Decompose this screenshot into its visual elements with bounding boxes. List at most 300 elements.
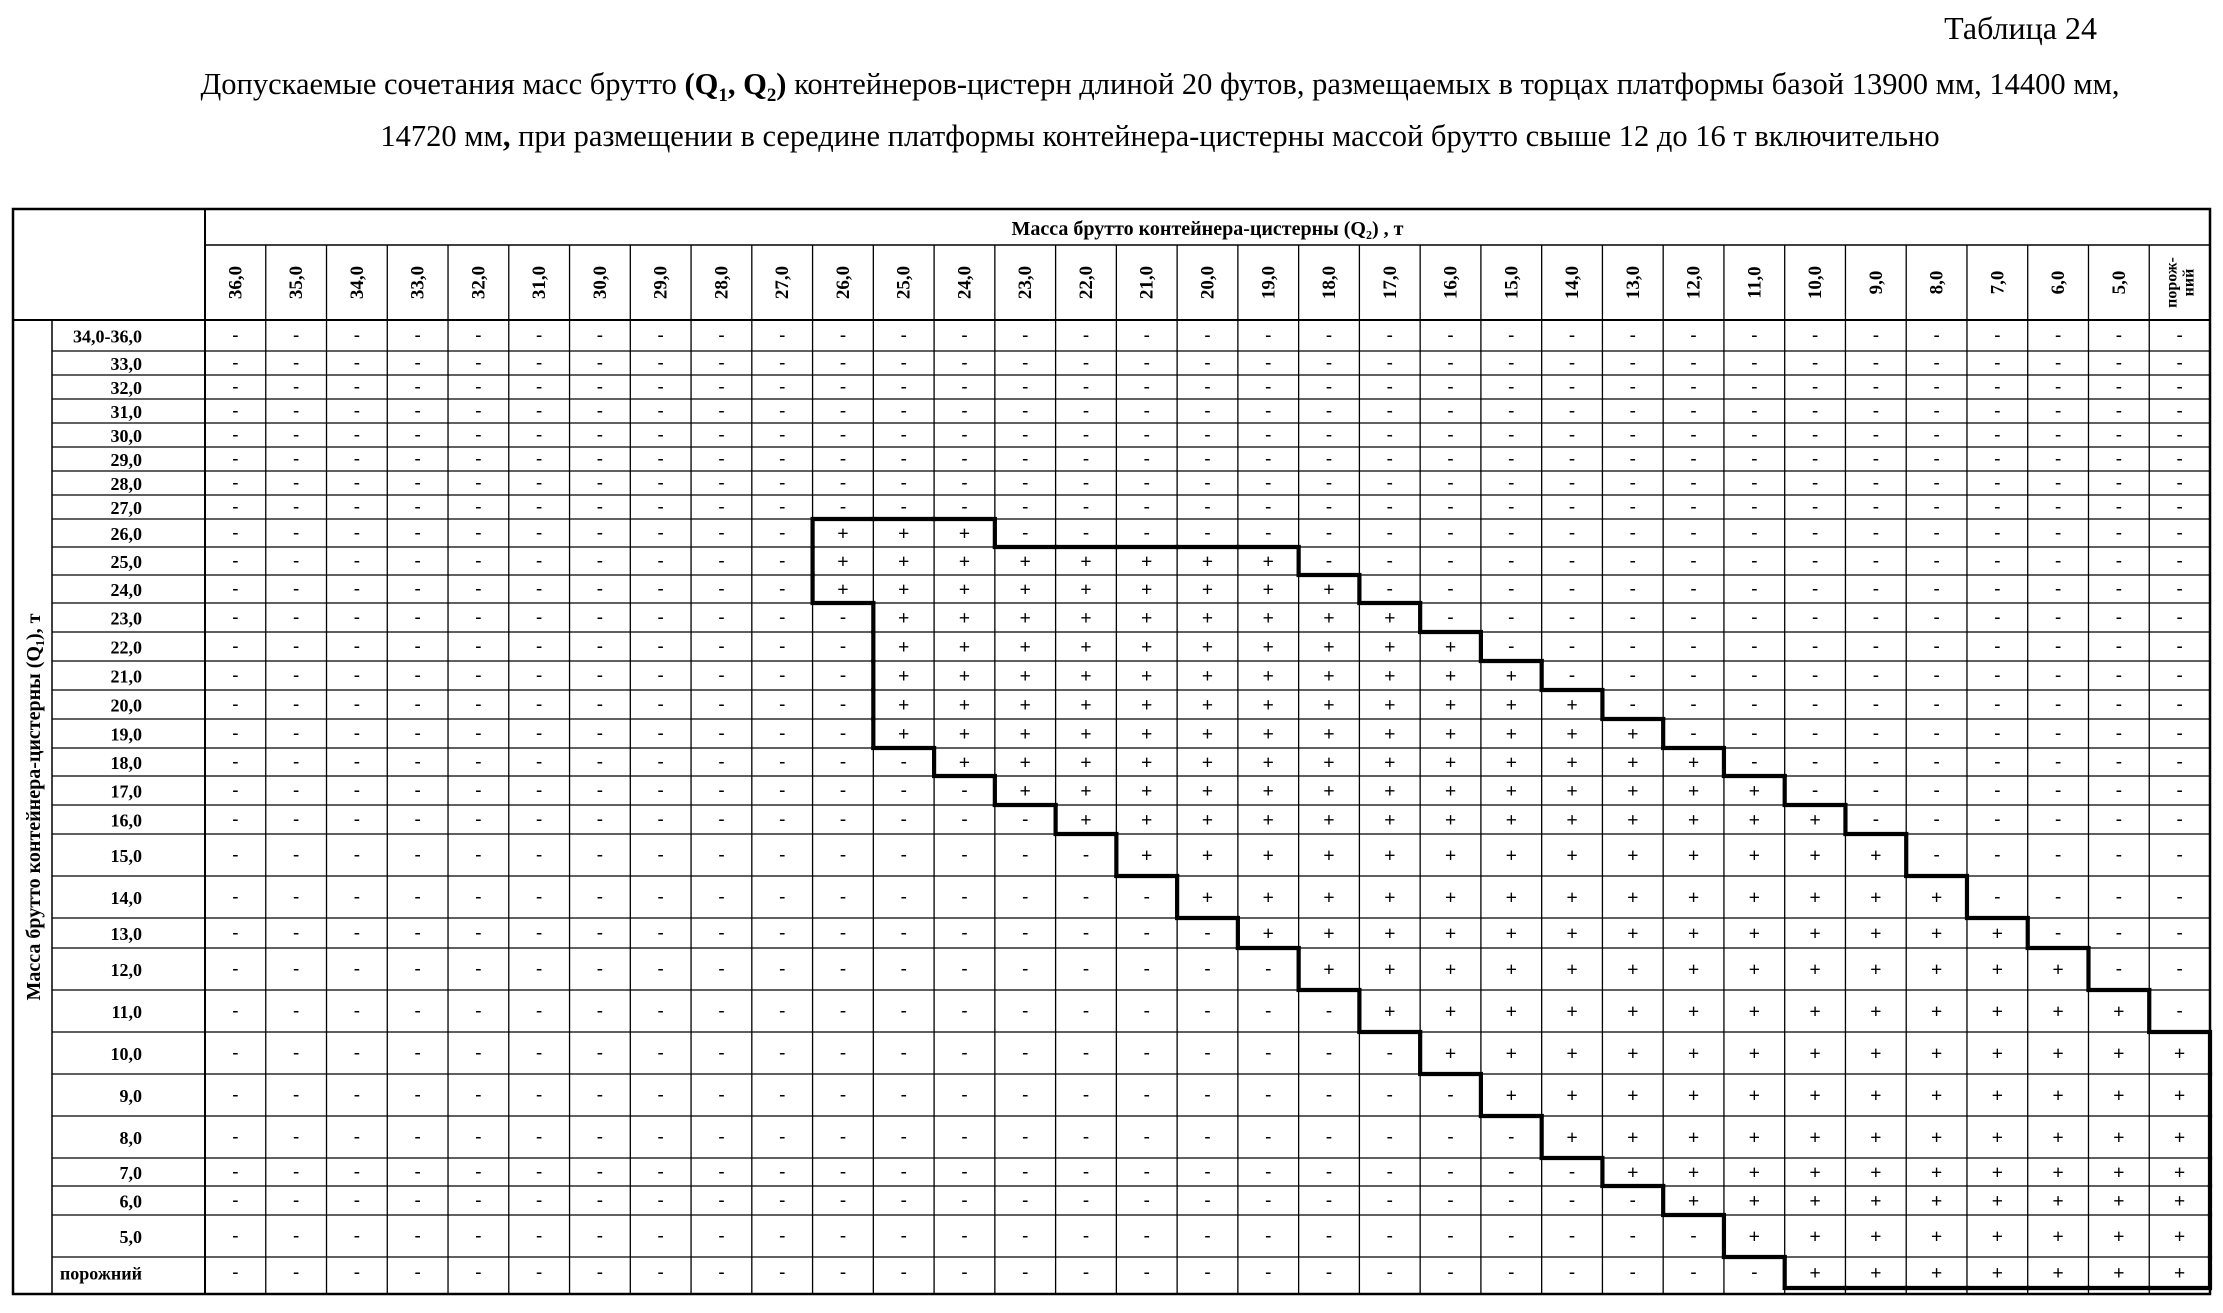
cell-forbidden: - xyxy=(293,376,300,396)
cell-forbidden: - xyxy=(1082,472,1089,492)
cell-allowed: + xyxy=(1323,636,1335,659)
cell-forbidden: - xyxy=(414,496,421,516)
cell-allowed: + xyxy=(1505,694,1517,717)
cell-forbidden: - xyxy=(1265,1126,1272,1146)
column-header: 23,0 xyxy=(1015,265,1037,300)
cell-allowed: + xyxy=(898,579,910,601)
cell-forbidden: - xyxy=(718,1084,725,1104)
cell-forbidden: - xyxy=(1082,886,1089,906)
cell-allowed: + xyxy=(1748,887,1761,909)
column-header: 15,0 xyxy=(1501,265,1523,300)
cell-forbidden: - xyxy=(2055,844,2062,864)
cell-forbidden: - xyxy=(475,664,482,685)
cell-forbidden: - xyxy=(1143,958,1150,978)
cell-forbidden: - xyxy=(1569,400,1576,420)
table-number: Таблица 24 xyxy=(1944,10,2097,46)
cell-forbidden: - xyxy=(900,496,907,516)
cell-forbidden: - xyxy=(353,578,360,598)
cell-forbidden: - xyxy=(2055,400,2062,420)
cell-forbidden: - xyxy=(1690,635,1697,656)
cell-forbidden: - xyxy=(1751,496,1758,516)
column-header: 9,0 xyxy=(1865,270,1887,295)
cell-forbidden: - xyxy=(1629,693,1636,714)
cell-forbidden: - xyxy=(353,808,360,829)
cell-allowed: + xyxy=(1566,780,1578,803)
cell-forbidden: - xyxy=(1265,376,1272,396)
cell-forbidden: - xyxy=(657,522,664,542)
cell-forbidden: - xyxy=(900,779,907,800)
cell-forbidden: - xyxy=(1629,606,1636,627)
cell-forbidden: - xyxy=(1812,496,1819,516)
cell-forbidden: - xyxy=(1386,448,1393,468)
column-header: 28,0 xyxy=(711,265,733,300)
cell-allowed: + xyxy=(1384,694,1396,717)
cell-forbidden: - xyxy=(293,550,300,570)
cell-allowed: + xyxy=(1627,845,1639,867)
cell-forbidden: - xyxy=(293,352,300,372)
cell-forbidden: - xyxy=(1751,578,1758,598)
cell-forbidden: - xyxy=(839,496,846,516)
cell-allowed: + xyxy=(2173,1043,2186,1065)
cell-forbidden: - xyxy=(1447,472,1454,492)
cell-forbidden: - xyxy=(779,886,786,906)
cell-forbidden: - xyxy=(1872,751,1879,771)
cell-forbidden: - xyxy=(1933,550,1940,570)
cell-forbidden: - xyxy=(1204,1000,1211,1020)
cell-forbidden: - xyxy=(353,958,360,978)
cell-forbidden: - xyxy=(2115,958,2122,978)
cell-forbidden: - xyxy=(718,886,725,906)
cell-forbidden: - xyxy=(1082,922,1089,942)
cell-forbidden: - xyxy=(293,1000,300,1020)
cell-forbidden: - xyxy=(1690,664,1697,685)
cell-forbidden: - xyxy=(961,352,968,372)
cell-forbidden: - xyxy=(1933,722,1940,743)
cell-forbidden: - xyxy=(900,324,907,345)
cell-forbidden: - xyxy=(232,844,239,864)
cell-forbidden: - xyxy=(1508,448,1515,468)
cell-allowed: + xyxy=(1870,1127,1882,1149)
column-header: 27,0 xyxy=(772,265,794,300)
cell-forbidden: - xyxy=(2115,606,2122,627)
cell-forbidden: - xyxy=(900,922,907,942)
cell-forbidden: - xyxy=(1751,472,1758,492)
cell-forbidden: - xyxy=(1690,324,1697,345)
cell-forbidden: - xyxy=(657,324,664,345)
cell-forbidden: - xyxy=(900,424,907,444)
cell-allowed: + xyxy=(958,523,971,545)
cell-allowed: + xyxy=(1201,607,1214,630)
cell-forbidden: - xyxy=(293,1261,300,1282)
cell-allowed: + xyxy=(1141,809,1153,832)
cell-forbidden: - xyxy=(1022,1084,1029,1104)
cell-forbidden: - xyxy=(657,578,664,598)
cell-forbidden: - xyxy=(1508,1225,1515,1245)
cell-allowed: + xyxy=(1201,551,1214,573)
cell-allowed: + xyxy=(1505,665,1517,688)
cell-forbidden: - xyxy=(1082,1126,1089,1146)
cell-forbidden: - xyxy=(1933,376,1940,396)
cell-forbidden: - xyxy=(596,606,603,627)
cell-allowed: + xyxy=(1141,665,1153,688)
cell-forbidden: - xyxy=(475,1126,482,1146)
cell-forbidden: - xyxy=(475,751,482,771)
cell-forbidden: - xyxy=(1994,664,2001,685)
cell-forbidden: - xyxy=(232,448,239,468)
cell-allowed: + xyxy=(1627,752,1639,774)
cell-forbidden: - xyxy=(900,1126,907,1146)
cell-forbidden: - xyxy=(1690,550,1697,570)
cell-forbidden: - xyxy=(657,606,664,627)
cell-forbidden: - xyxy=(1082,1000,1089,1020)
cell-forbidden: - xyxy=(1569,1261,1576,1282)
cell-forbidden: - xyxy=(1386,522,1393,542)
cell-forbidden: - xyxy=(1022,400,1029,420)
cell-forbidden: - xyxy=(353,606,360,627)
cell-forbidden: - xyxy=(1933,693,1940,714)
cell-forbidden: - xyxy=(961,472,968,492)
cell-forbidden: - xyxy=(1933,424,1940,444)
cell-forbidden: - xyxy=(1872,550,1879,570)
cell-allowed: + xyxy=(1870,1262,1882,1285)
cell-allowed: + xyxy=(1991,1085,2004,1107)
cell-forbidden: - xyxy=(232,472,239,492)
cell-forbidden: - xyxy=(718,1225,725,1245)
cell-forbidden: - xyxy=(1326,1161,1333,1181)
cell-forbidden: - xyxy=(536,448,543,468)
cell-allowed: + xyxy=(837,551,849,573)
cell-forbidden: - xyxy=(657,958,664,978)
cell-forbidden: - xyxy=(1143,1161,1150,1181)
cell-forbidden: - xyxy=(1933,448,1940,468)
cell-forbidden: - xyxy=(1994,886,2001,906)
cell-allowed: + xyxy=(1748,923,1761,945)
cell-forbidden: - xyxy=(2055,522,2062,542)
row-label: 28,0 xyxy=(110,474,142,494)
cell-forbidden: - xyxy=(2176,664,2183,685)
cell-forbidden: - xyxy=(1812,324,1819,345)
cell-forbidden: - xyxy=(1872,578,1879,598)
cell-forbidden: - xyxy=(839,448,846,468)
cell-allowed: + xyxy=(1505,845,1517,867)
cell-forbidden: - xyxy=(1204,472,1211,492)
cell-forbidden: - xyxy=(353,352,360,372)
cell-forbidden: - xyxy=(596,751,603,771)
cell-forbidden: - xyxy=(657,886,664,906)
cell-forbidden: - xyxy=(353,496,360,516)
cell-allowed: + xyxy=(1444,845,1457,867)
cell-allowed: + xyxy=(1930,887,1943,909)
cell-forbidden: - xyxy=(1265,324,1272,345)
cell-allowed: + xyxy=(837,523,849,545)
cell-forbidden: - xyxy=(1143,1126,1150,1146)
cell-forbidden: - xyxy=(1994,779,2001,800)
cell-forbidden: - xyxy=(1204,324,1211,345)
cell-forbidden: - xyxy=(536,1000,543,1020)
title-comma: , xyxy=(727,67,744,101)
cell-forbidden: - xyxy=(1690,578,1697,598)
cell-forbidden: - xyxy=(1265,352,1272,372)
cell-forbidden: - xyxy=(657,1084,664,1104)
cell-allowed: + xyxy=(1080,752,1092,774)
cell-allowed: + xyxy=(1384,959,1396,981)
cell-forbidden: - xyxy=(293,693,300,714)
cell-forbidden: - xyxy=(475,550,482,570)
cell-allowed: + xyxy=(958,723,971,746)
cell-allowed: + xyxy=(1262,694,1274,717)
cell-forbidden: - xyxy=(1447,1189,1454,1210)
cell-forbidden: - xyxy=(353,1261,360,1282)
cell-forbidden: - xyxy=(1629,400,1636,420)
cell-forbidden: - xyxy=(1326,352,1333,372)
cell-forbidden: - xyxy=(657,1189,664,1210)
cell-forbidden: - xyxy=(1386,1084,1393,1104)
cell-allowed: + xyxy=(1748,1043,1761,1065)
cell-forbidden: - xyxy=(1143,352,1150,372)
cell-forbidden: - xyxy=(1326,448,1333,468)
cell-forbidden: - xyxy=(1508,1126,1515,1146)
cell-forbidden: - xyxy=(414,808,421,829)
cell-forbidden: - xyxy=(961,958,968,978)
cell-allowed: + xyxy=(1080,579,1092,601)
cell-forbidden: - xyxy=(1082,1161,1089,1181)
cell-forbidden: - xyxy=(536,606,543,627)
cell-forbidden: - xyxy=(1326,376,1333,396)
row-label: 14,0 xyxy=(110,888,142,908)
cell-forbidden: - xyxy=(1386,1042,1393,1062)
cell-forbidden: - xyxy=(1447,352,1454,372)
cell-forbidden: - xyxy=(1082,522,1089,542)
cell-forbidden: - xyxy=(1933,400,1940,420)
cell-forbidden: - xyxy=(232,779,239,800)
column-header: 24,0 xyxy=(954,265,976,300)
cell-forbidden: - xyxy=(475,808,482,829)
cell-allowed: + xyxy=(1384,1001,1396,1023)
row-label: 19,0 xyxy=(110,724,142,745)
cell-allowed: + xyxy=(1627,1127,1639,1149)
cell-forbidden: - xyxy=(1629,1189,1636,1210)
cell-forbidden: - xyxy=(2115,844,2122,864)
cell-forbidden: - xyxy=(475,324,482,345)
column-header: 22,0 xyxy=(1075,265,1097,300)
cell-forbidden: - xyxy=(475,1042,482,1062)
cell-forbidden: - xyxy=(1751,693,1758,714)
row-label: 12,0 xyxy=(110,960,142,980)
cell-forbidden: - xyxy=(1143,496,1150,516)
cell-forbidden: - xyxy=(839,376,846,396)
cell-forbidden: - xyxy=(232,1161,239,1181)
cell-forbidden: - xyxy=(718,958,725,978)
cell-forbidden: - xyxy=(1386,424,1393,444)
title-q2: Q xyxy=(743,67,767,101)
cell-allowed: + xyxy=(1687,1043,1700,1065)
cell-allowed: + xyxy=(1201,579,1214,601)
cell-forbidden: - xyxy=(657,922,664,942)
cell-forbidden: - xyxy=(779,376,786,396)
cell-allowed: + xyxy=(1019,694,1031,717)
cell-forbidden: - xyxy=(536,472,543,492)
cell-forbidden: - xyxy=(1690,496,1697,516)
cell-forbidden: - xyxy=(353,779,360,800)
cell-forbidden: - xyxy=(2055,886,2062,906)
column-header: 10,0 xyxy=(1805,265,1827,300)
cell-forbidden: - xyxy=(1508,578,1515,598)
cell-forbidden: - xyxy=(1872,606,1879,627)
cell-forbidden: - xyxy=(596,693,603,714)
cell-forbidden: - xyxy=(414,324,421,345)
cell-forbidden: - xyxy=(475,693,482,714)
cell-forbidden: - xyxy=(839,400,846,420)
cell-forbidden: - xyxy=(293,472,300,492)
cell-forbidden: - xyxy=(779,1126,786,1146)
cell-forbidden: - xyxy=(596,1225,603,1245)
cell-forbidden: - xyxy=(232,400,239,420)
cell-forbidden: - xyxy=(536,1189,543,1210)
cell-forbidden: - xyxy=(1022,496,1029,516)
cell-forbidden: - xyxy=(1629,352,1636,372)
cell-allowed: + xyxy=(1201,809,1214,832)
cell-allowed: + xyxy=(1262,551,1274,573)
cell-forbidden: - xyxy=(353,1126,360,1146)
cell-allowed: + xyxy=(1627,887,1639,909)
cell-forbidden: - xyxy=(1022,1126,1029,1146)
cell-forbidden: - xyxy=(596,1126,603,1146)
cell-forbidden: - xyxy=(1569,635,1576,656)
cell-forbidden: - xyxy=(657,779,664,800)
row-label: 11,0 xyxy=(111,1002,142,1022)
cell-forbidden: - xyxy=(293,844,300,864)
cell-allowed: + xyxy=(1748,1127,1761,1149)
cell-forbidden: - xyxy=(2115,635,2122,656)
cell-forbidden: - xyxy=(1812,448,1819,468)
cell-forbidden: - xyxy=(232,376,239,396)
cell-allowed: + xyxy=(1262,752,1274,774)
cell-allowed: + xyxy=(1627,1162,1639,1184)
cell-forbidden: - xyxy=(232,958,239,978)
cell-forbidden: - xyxy=(1265,1161,1272,1181)
cell-forbidden: - xyxy=(1265,522,1272,542)
cell-forbidden: - xyxy=(1386,550,1393,570)
row-label: 10,0 xyxy=(110,1044,142,1064)
cell-allowed: + xyxy=(898,636,910,659)
column-header: 26,0 xyxy=(832,265,854,300)
cell-forbidden: - xyxy=(293,424,300,444)
cell-forbidden: - xyxy=(536,352,543,372)
cell-forbidden: - xyxy=(1690,352,1697,372)
row-label: 27,0 xyxy=(110,498,142,518)
cell-forbidden: - xyxy=(657,400,664,420)
cell-forbidden: - xyxy=(596,1084,603,1104)
cell-forbidden: - xyxy=(293,922,300,942)
cell-forbidden: - xyxy=(2176,324,2183,345)
cell-forbidden: - xyxy=(1508,472,1515,492)
cell-forbidden: - xyxy=(475,522,482,542)
row-label: 24,0 xyxy=(110,580,142,600)
cell-forbidden: - xyxy=(475,578,482,598)
cell-forbidden: - xyxy=(414,958,421,978)
cell-forbidden: - xyxy=(657,1161,664,1181)
cell-allowed: + xyxy=(1566,1085,1578,1107)
cell-forbidden: - xyxy=(779,550,786,570)
cell-forbidden: - xyxy=(1082,1225,1089,1245)
cell-allowed: + xyxy=(1687,780,1700,803)
cell-allowed: + xyxy=(1809,1001,1821,1023)
cell-forbidden: - xyxy=(596,1161,603,1181)
cell-allowed: + xyxy=(2052,1162,2064,1184)
cell-forbidden: - xyxy=(1082,352,1089,372)
cell-forbidden: - xyxy=(2115,376,2122,396)
cell-forbidden: - xyxy=(2115,522,2122,542)
cell-allowed: + xyxy=(1870,1001,1882,1023)
cell-allowed: + xyxy=(1444,694,1457,717)
cell-forbidden: - xyxy=(961,1189,968,1210)
cell-forbidden: - xyxy=(353,1225,360,1245)
cell-forbidden: - xyxy=(1751,664,1758,685)
cell-forbidden: - xyxy=(2115,808,2122,829)
cell-forbidden: - xyxy=(1994,424,2001,444)
cell-forbidden: - xyxy=(596,1261,603,1282)
cell-forbidden: - xyxy=(779,693,786,714)
cell-allowed: + xyxy=(1748,809,1761,832)
column-header: 25,0 xyxy=(893,265,915,300)
cell-allowed: + xyxy=(1019,636,1031,659)
cell-forbidden: - xyxy=(2115,886,2122,906)
cell-forbidden: - xyxy=(596,844,603,864)
cell-allowed: + xyxy=(1323,923,1335,945)
cell-forbidden: - xyxy=(2176,693,2183,714)
cell-allowed: + xyxy=(1748,1085,1761,1107)
cell-forbidden: - xyxy=(536,958,543,978)
cell-forbidden: - xyxy=(596,779,603,800)
cell-allowed: + xyxy=(1384,809,1396,832)
cell-allowed: + xyxy=(1687,887,1700,909)
cell-forbidden: - xyxy=(353,751,360,771)
cell-forbidden: - xyxy=(1022,886,1029,906)
cell-forbidden: - xyxy=(1872,693,1879,714)
cell-forbidden: - xyxy=(1022,1225,1029,1245)
cell-allowed: + xyxy=(1687,1127,1700,1149)
cell-allowed: + xyxy=(2052,1190,2064,1213)
cell-forbidden: - xyxy=(1326,522,1333,542)
column-header: 20,0 xyxy=(1197,265,1219,300)
cell-forbidden: - xyxy=(718,550,725,570)
cell-forbidden: - xyxy=(1326,1084,1333,1104)
row-label: порожний xyxy=(59,1263,142,1284)
column-header: 11,0 xyxy=(1744,266,1766,299)
cell-forbidden: - xyxy=(1447,1161,1454,1181)
cell-allowed: + xyxy=(1687,809,1700,832)
cell-forbidden: - xyxy=(1994,808,2001,829)
cell-forbidden: - xyxy=(718,522,725,542)
column-header: 29,0 xyxy=(650,265,672,300)
cell-forbidden: - xyxy=(2055,324,2062,345)
cell-forbidden: - xyxy=(900,808,907,829)
cell-forbidden: - xyxy=(657,496,664,516)
row-label: 15,0 xyxy=(110,846,142,866)
cell-forbidden: - xyxy=(1994,635,2001,656)
cell-forbidden: - xyxy=(2055,693,2062,714)
cell-allowed: + xyxy=(1080,694,1092,717)
cell-forbidden: - xyxy=(414,1042,421,1062)
cell-allowed: + xyxy=(1930,959,1943,981)
cell-forbidden: - xyxy=(779,751,786,771)
cell-forbidden: - xyxy=(293,958,300,978)
cell-allowed: + xyxy=(898,723,910,746)
cell-forbidden: - xyxy=(1386,376,1393,396)
cell-forbidden: - xyxy=(718,1161,725,1181)
cell-forbidden: - xyxy=(1569,606,1576,627)
column-header: порож-ний xyxy=(2163,257,2198,308)
